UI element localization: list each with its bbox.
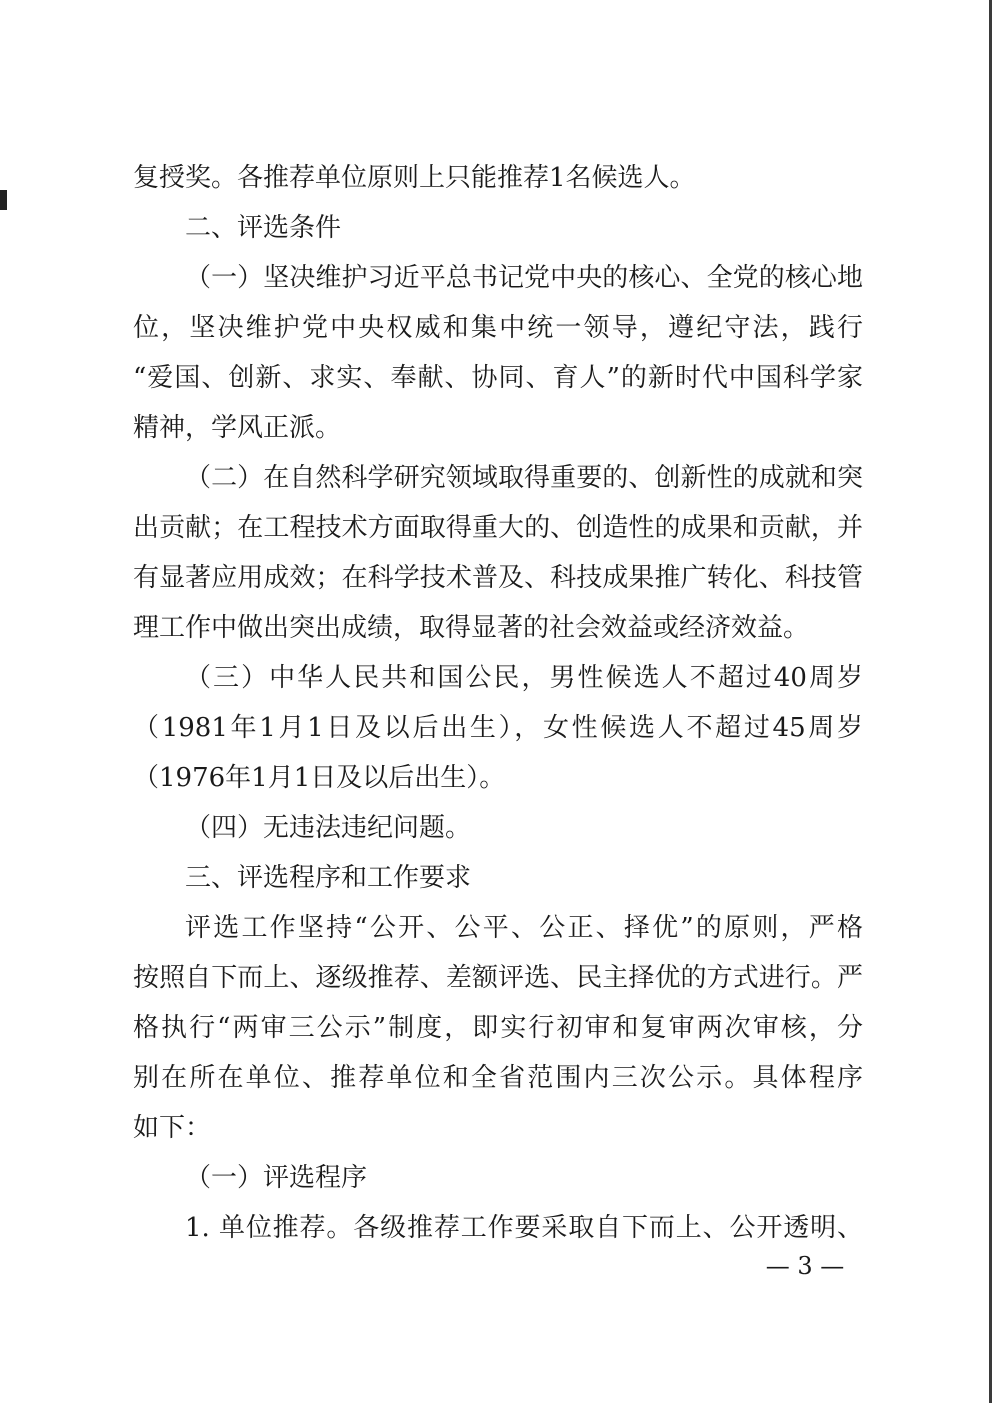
text-line: 精神，学风正派。	[133, 413, 342, 443]
document-body	[133, 153, 863, 1253]
text-line: （四）无违法违纪问题。	[185, 813, 472, 843]
text-line: 出贡献；在工程技术方面取得重大的、创造性的成果和贡献，并	[133, 513, 863, 543]
text-line: 位，坚决维护党中央权威和集中统一领导，遵纪守法，践行	[133, 313, 863, 343]
text-line: （1981年1月1日及以后出生），女性候选人不超过45周岁	[133, 713, 863, 743]
text-line: （1976年1月1日及以后出生）。	[133, 763, 506, 793]
subsection-heading: （一）评选程序	[185, 1163, 368, 1193]
text-line: （一）坚决维护习近平总书记党中央的核心、全党的核心地	[185, 263, 863, 293]
text-line: 评选工作坚持“公开、公平、公正、择优”的原则，严格	[185, 913, 863, 943]
text-line: 别在所在单位、推荐单位和全省范围内三次公示。具体程序	[133, 1063, 863, 1093]
text-line: 按照自下而上、逐级推荐、差额评选、民主择优的方式进行。严	[133, 963, 863, 993]
text-line: （二）在自然科学研究领域取得重要的、创新性的成就和突	[185, 463, 863, 493]
text-line: （三）中华人民共和国公民，男性候选人不超过40周岁	[185, 663, 863, 693]
section-heading-procedure: 三、评选程序和工作要求	[185, 863, 472, 893]
text-line: 有显著应用成效；在科学技术普及、科技成果推广转化、科技管	[133, 563, 863, 593]
section-heading-criteria: 二、评选条件	[185, 213, 342, 243]
text-line: 格执行“两审三公示”制度，即实行初审和复审两次审核，分	[133, 1013, 863, 1043]
text-line: 复授奖。各推荐单位原则上只能推荐1名候选人。	[133, 163, 696, 193]
page-number: — 3 —	[765, 1252, 845, 1280]
text-line: 理工作中做出突出成绩，取得显著的社会效益或经济效益。	[133, 613, 810, 643]
text-line: 1. 单位推荐。各级推荐工作要采取自下而上、公开透明、	[185, 1213, 863, 1243]
binder-mark	[0, 190, 7, 210]
text-line: “爱国、创新、求实、奉献、协同、育人”的新时代中国科学家	[133, 363, 863, 393]
text-line: 如下：	[133, 1113, 212, 1143]
